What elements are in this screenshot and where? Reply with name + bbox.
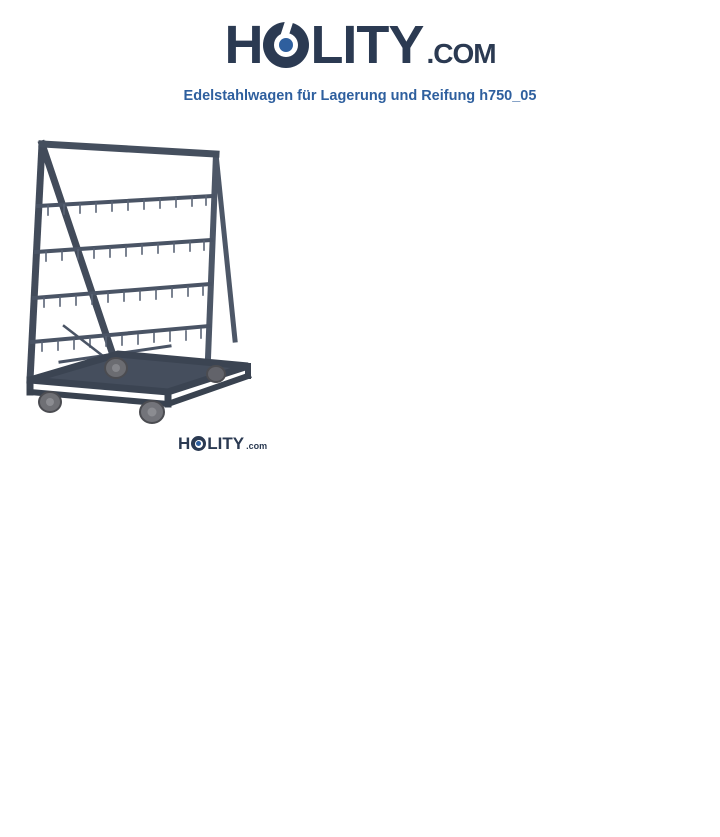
image-watermark <box>178 435 267 452</box>
watermark-o-icon <box>191 436 206 451</box>
product-figure <box>20 130 390 470</box>
logo-letters-lity: LITY <box>310 15 424 75</box>
page-title: Edelstahlwagen für Lagerung und Reifung h750_05 <box>183 88 537 104</box>
watermark-dotcom: .com <box>246 441 268 451</box>
product-image <box>20 130 290 430</box>
logo-dotcom: .COM <box>426 38 496 69</box>
header <box>0 0 720 75</box>
watermark-letter-h: H <box>178 434 191 453</box>
watermark-letters-lity: LITY <box>207 434 245 453</box>
holity-logo[interactable] <box>224 15 496 75</box>
logo-letter-h: H <box>224 15 263 75</box>
logo-o-icon <box>263 22 309 68</box>
